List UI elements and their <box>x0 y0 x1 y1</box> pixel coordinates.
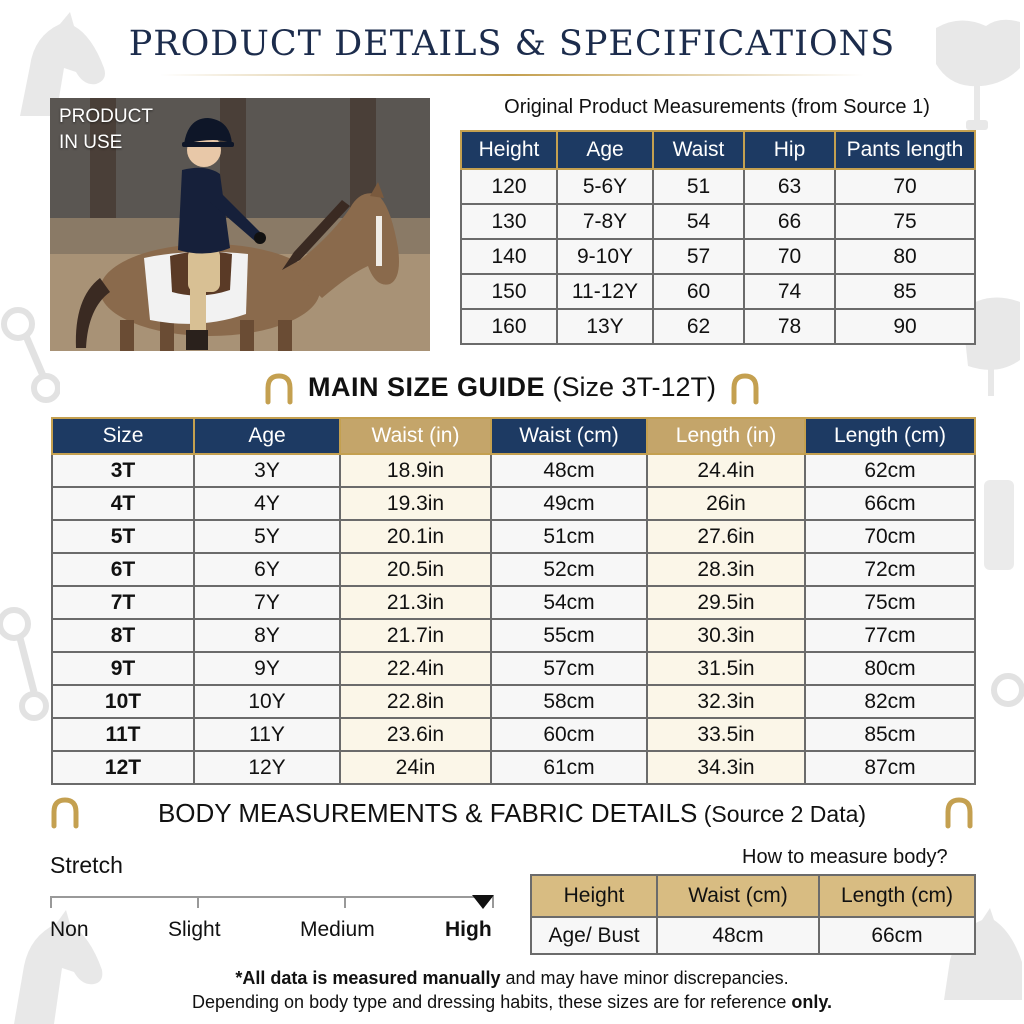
table-cell: 62 <box>653 309 744 344</box>
table-cell: 7T <box>52 586 194 619</box>
table-cell: 62cm <box>805 454 975 487</box>
disclaimer-main: Depending on body type and dressing habits, these sizes are for reference <box>191 992 792 1012</box>
header-cell: Length (cm) <box>819 875 975 917</box>
table-cell: 54cm <box>491 586 647 619</box>
table-cell: 80 <box>835 239 975 274</box>
table-cell: 48cm <box>491 454 647 487</box>
table-cell: 22.4in <box>340 652 491 685</box>
table-cell: 20.5in <box>340 553 491 586</box>
photo-label-line1: PRODUCT <box>59 106 153 127</box>
table-cell: 130 <box>461 204 557 239</box>
table-cell: 74 <box>744 274 835 309</box>
table-cell: 7Y <box>194 586 340 619</box>
header-cell: Height <box>531 875 657 917</box>
stretch-tick <box>50 896 52 908</box>
table-cell: 70 <box>835 169 975 204</box>
header-cell: Waist (in) <box>340 418 491 454</box>
table-cell: 60cm <box>491 718 647 751</box>
table-cell: 5Y <box>194 520 340 553</box>
stretch-level-slight: Slight <box>168 918 221 941</box>
table-row <box>52 718 975 751</box>
stretch-tick <box>197 896 199 908</box>
table-row <box>52 487 975 520</box>
size-guide-title-range: (Size 3T-12T) <box>544 372 717 403</box>
table-row <box>52 751 975 784</box>
table-cell: 49cm <box>491 487 647 520</box>
table-cell: 30.3in <box>647 619 805 652</box>
body-measurements-table <box>530 874 976 955</box>
table-cell: 10T <box>52 685 194 718</box>
table-cell: 52cm <box>491 553 647 586</box>
header-cell: Waist (cm) <box>491 418 647 454</box>
stretch-label: Stretch <box>50 852 123 878</box>
stretch-level-high: High <box>445 918 492 941</box>
table-cell: 12T <box>52 751 194 784</box>
table-cell: 140 <box>461 239 557 274</box>
table-row <box>52 652 975 685</box>
table-cell: 26in <box>647 487 805 520</box>
body-title-main: BODY MEASUREMENTS & FABRIC DETAILS <box>157 797 698 828</box>
table-cell: 66cm <box>805 487 975 520</box>
table-cell: 9T <box>52 652 194 685</box>
disclaimer-bold: *All data is measured manually <box>235 968 501 988</box>
table-cell: 21.3in <box>340 586 491 619</box>
table-cell: 11Y <box>194 718 340 751</box>
table-row <box>52 553 975 586</box>
header-cell: Hip <box>744 131 835 169</box>
table-row <box>461 239 975 274</box>
photo-label-line2: IN USE <box>59 132 123 153</box>
table-cell: 24in <box>340 751 491 784</box>
table-cell: 22.8in <box>340 685 491 718</box>
table-cell: 33.5in <box>647 718 805 751</box>
table-cell: 48cm <box>657 917 819 954</box>
table-cell: 19.3in <box>340 487 491 520</box>
stretch-tick <box>344 896 346 908</box>
source1-measurements-table <box>460 130 976 345</box>
table-cell: 18.9in <box>340 454 491 487</box>
table-cell: 51cm <box>491 520 647 553</box>
table-cell: 72cm <box>805 553 975 586</box>
header-cell: Pants length <box>835 131 975 169</box>
header-cell: Height <box>461 131 557 169</box>
table-cell: 82cm <box>805 685 975 718</box>
table-row <box>52 619 975 652</box>
table-cell: 78 <box>744 309 835 344</box>
stretch-scale-line <box>50 896 494 898</box>
table-cell: 5-6Y <box>557 169 653 204</box>
table-cell: 120 <box>461 169 557 204</box>
main-size-guide-table <box>51 417 976 785</box>
table-cell: 13Y <box>557 309 653 344</box>
disclaimer-rest: and may have minor discrepancies. <box>500 968 789 988</box>
disclaimer-line-1 <box>0 968 1024 989</box>
header-cell: Length (in) <box>647 418 805 454</box>
horseshoe-icon <box>944 796 974 830</box>
header-cell: Age <box>194 418 340 454</box>
table-cell: 70cm <box>805 520 975 553</box>
table-cell: 57 <box>653 239 744 274</box>
table-row <box>531 917 975 954</box>
horseshoe-icon <box>730 372 760 406</box>
table-row <box>461 274 975 309</box>
table-row <box>461 309 975 344</box>
table-cell: 75cm <box>805 586 975 619</box>
table-row <box>52 586 975 619</box>
table-cell: 150 <box>461 274 557 309</box>
table-header-row <box>461 131 975 169</box>
header-cell: Size <box>52 418 194 454</box>
table-cell: 21.7in <box>340 619 491 652</box>
table-cell: 32.3in <box>647 685 805 718</box>
horseshoe-icon <box>264 372 294 406</box>
disclaimer-line-2 <box>0 992 1024 1013</box>
table-cell: 85 <box>835 274 975 309</box>
table-cell: 90 <box>835 309 975 344</box>
table-cell: 55cm <box>491 619 647 652</box>
table-header-row <box>52 418 975 454</box>
stretch-level-marker-icon <box>472 895 494 909</box>
how-to-measure-link[interactable]: How to measure body? <box>742 846 948 868</box>
title-divider <box>160 74 864 76</box>
stretch-level-non: Non <box>50 918 89 941</box>
source1-title: Original Product Measurements (from Source 1) <box>504 96 930 118</box>
product-photo <box>50 98 430 351</box>
stretch-scale <box>50 896 494 910</box>
table-cell: 11T <box>52 718 194 751</box>
table-cell: 12Y <box>194 751 340 784</box>
table-cell: 6Y <box>194 553 340 586</box>
table-row <box>52 685 975 718</box>
table-cell: 87cm <box>805 751 975 784</box>
header-cell: Waist <box>653 131 744 169</box>
table-cell: 63 <box>744 169 835 204</box>
stretch-level-medium: Medium <box>300 918 375 941</box>
size-guide-title-main: MAIN SIZE GUIDE <box>307 372 545 403</box>
size-guide-title <box>0 372 1024 406</box>
table-cell: 3T <box>52 454 194 487</box>
body-measurements-title <box>50 796 974 830</box>
table-cell: 54 <box>653 204 744 239</box>
table-cell: 80cm <box>805 652 975 685</box>
body-measurements-title-text <box>80 798 944 829</box>
table-cell: 28.3in <box>647 553 805 586</box>
table-cell: Age/ Bust <box>531 917 657 954</box>
table-cell: 61cm <box>491 751 647 784</box>
table-cell: 58cm <box>491 685 647 718</box>
table-cell: 51 <box>653 169 744 204</box>
table-cell: 6T <box>52 553 194 586</box>
table-cell: 23.6in <box>340 718 491 751</box>
disclaimer-only: only. <box>791 992 833 1012</box>
header-cell: Waist (cm) <box>657 875 819 917</box>
body-title-source: (Source 2 Data) <box>697 800 867 827</box>
horseshoe-icon <box>50 796 80 830</box>
table-header-row <box>531 875 975 917</box>
table-cell: 9-10Y <box>557 239 653 274</box>
table-cell: 20.1in <box>340 520 491 553</box>
table-cell: 8Y <box>194 619 340 652</box>
table-cell: 34.3in <box>647 751 805 784</box>
header-cell: Age <box>557 131 653 169</box>
photo-label <box>59 104 153 156</box>
table-cell: 75 <box>835 204 975 239</box>
table-cell: 4Y <box>194 487 340 520</box>
table-cell: 60 <box>653 274 744 309</box>
table-cell: 10Y <box>194 685 340 718</box>
snaffle-bit-icon <box>978 460 1024 740</box>
table-cell: 24.4in <box>647 454 805 487</box>
table-row <box>461 169 975 204</box>
table-cell: 8T <box>52 619 194 652</box>
table-cell: 4T <box>52 487 194 520</box>
table-cell: 7-8Y <box>557 204 653 239</box>
table-cell: 9Y <box>194 652 340 685</box>
table-row <box>461 204 975 239</box>
table-cell: 66 <box>744 204 835 239</box>
table-cell: 57cm <box>491 652 647 685</box>
table-cell: 5T <box>52 520 194 553</box>
table-cell: 70 <box>744 239 835 274</box>
page-title: PRODUCT DETAILS & SPECIFICATIONS <box>128 24 896 64</box>
table-row <box>52 520 975 553</box>
table-cell: 77cm <box>805 619 975 652</box>
table-cell: 29.5in <box>647 586 805 619</box>
table-cell: 160 <box>461 309 557 344</box>
table-row <box>52 454 975 487</box>
table-cell: 3Y <box>194 454 340 487</box>
table-cell: 66cm <box>819 917 975 954</box>
table-cell: 27.6in <box>647 520 805 553</box>
table-cell: 85cm <box>805 718 975 751</box>
header-cell: Length (cm) <box>805 418 975 454</box>
snaffle-bit-icon <box>0 600 50 730</box>
table-cell: 11-12Y <box>557 274 653 309</box>
table-cell: 31.5in <box>647 652 805 685</box>
